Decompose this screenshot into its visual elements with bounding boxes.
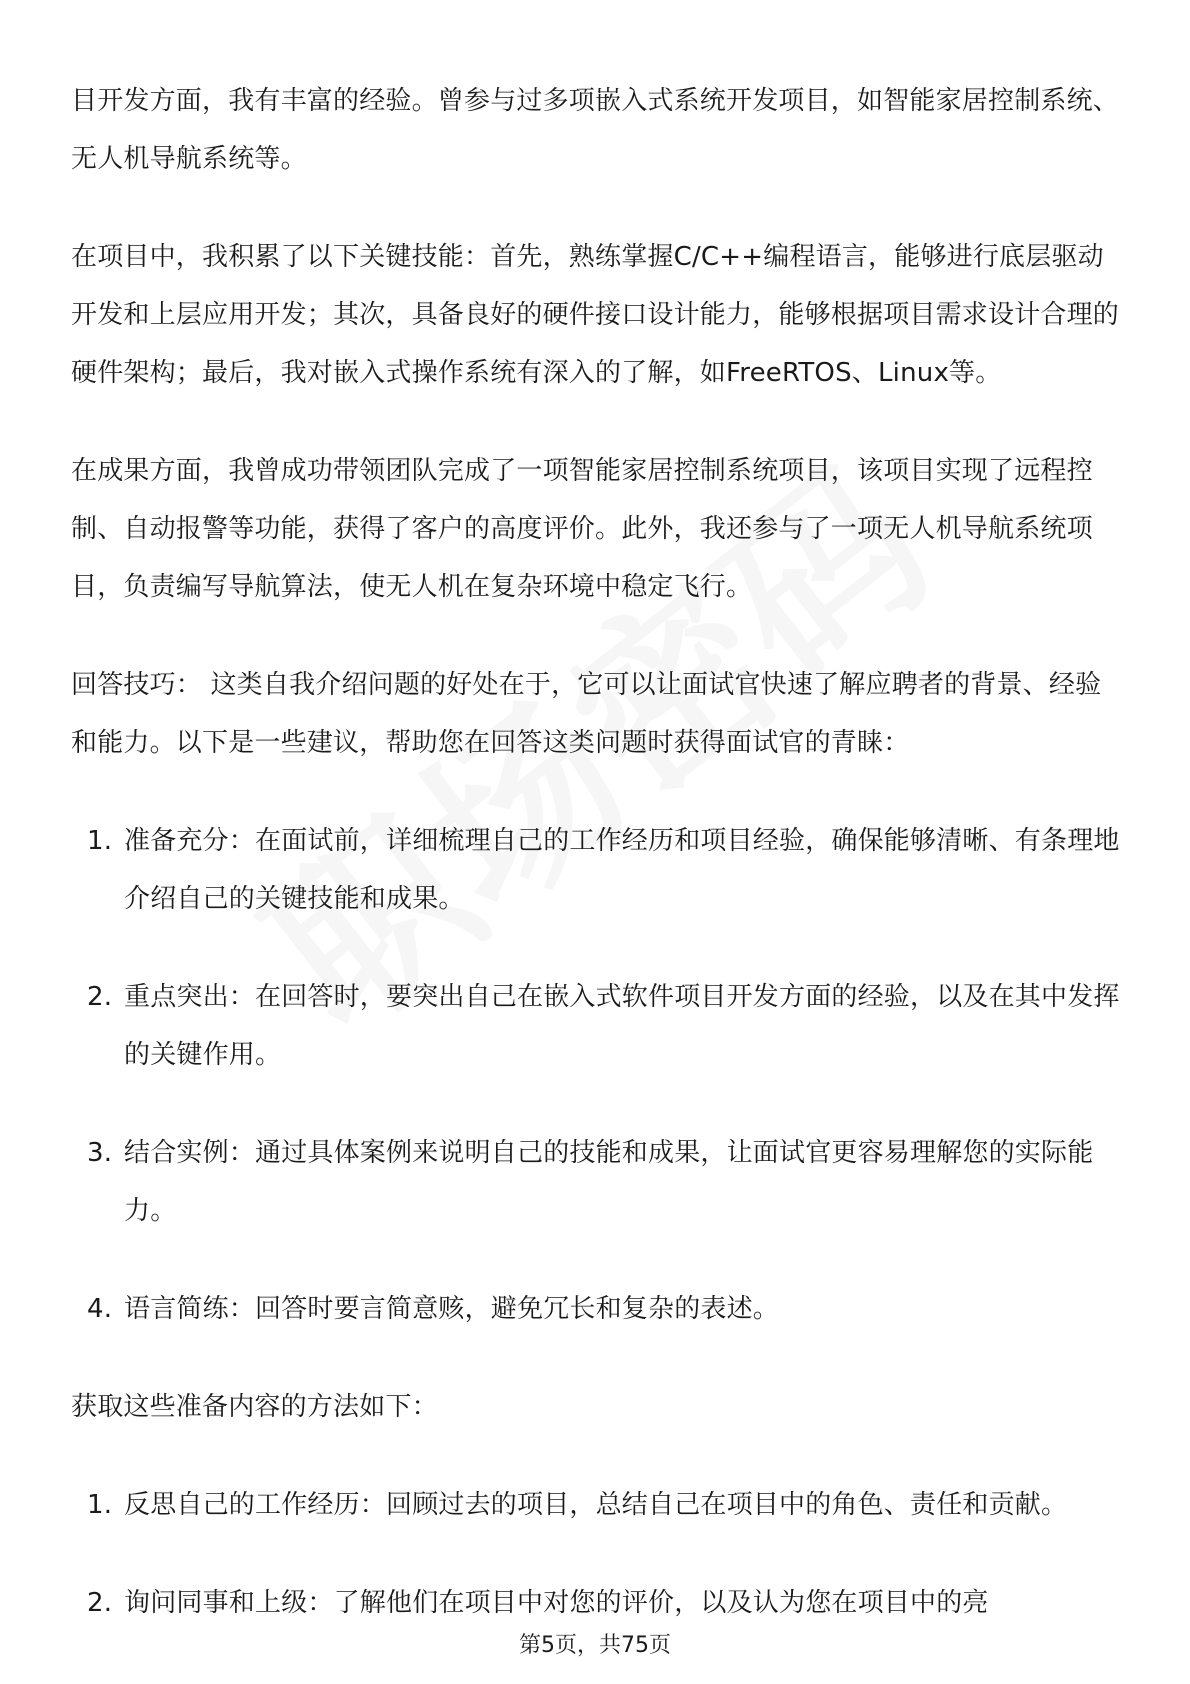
list-item-text: 语言简练：回答时要言简意赅，避免冗长和复杂的表述。 [124, 1294, 780, 1324]
document-body [71, 72, 1121, 1672]
list-item-text: 反思自己的工作经历：回顾过去的项目，总结自己在项目中的角色、责任和贡献。 [124, 1490, 1068, 1520]
list-item-text: 结合实例：通过具体案例来说明自己的技能和成果，让面试官更容易理解您的实际能力。 [124, 1138, 1094, 1226]
list-item-number: 1. [87, 1490, 113, 1520]
list-item [71, 1476, 1121, 1534]
list-item [71, 1574, 1121, 1632]
list-item [71, 812, 1121, 928]
method-list [71, 1476, 1121, 1632]
paragraph-skills: 在项目中，我积累了以下关键技能：首先，熟练掌握C/C++编程语言，能够进行底层驱动开发和上层应用开发；其次，具备良好的硬件接口设计能力，能够根据项目需求设计合理的硬件架构；最后，我对嵌入式操作系统有深入的了解，如FreeRTOS、Linux等。 [71, 242, 1120, 388]
paragraph-achievements: 在成果方面，我曾成功带领团队完成了一项智能家居控制系统项目，该项目实现了远程控制、自动报警等功能，获得了客户的高度评价。此外，我还参与了一项无人机导航系统项目，负责编写导航算法，使无人机在复杂环境中稳定飞行。 [71, 456, 1093, 602]
list-item-number: 4. [87, 1294, 113, 1324]
paragraph-method-intro: 获取这些准备内容的方法如下： [71, 1392, 438, 1422]
list-item-number: 2. [87, 1588, 113, 1618]
list-item [71, 1124, 1121, 1240]
list-item-text: 询问同事和上级：了解他们在项目中对您的评价，以及认为您在项目中的亮 [124, 1588, 989, 1618]
paragraph-experience: 目开发方面，我有丰富的经验。曾参与过多项嵌入式系统开发项目，如智能家居控制系统、无人机导航系统等。 [71, 86, 1120, 174]
list-item [71, 968, 1121, 1084]
paragraph-answer-tips: 回答技巧： 这类自我介绍问题的好处在于，它可以让面试官快速了解应聘者的背景、经验和能力。以下是一些建议，帮助您在回答这类问题时获得面试官的青睐： [71, 670, 1102, 758]
list-item-text: 重点突出：在回答时，要突出自己在嵌入式软件项目开发方面的经验，以及在其中发挥的关键作用。 [124, 982, 1120, 1070]
page-number-footer: 第5页，共75页 [519, 1633, 671, 1658]
list-item-number: 2. [87, 982, 113, 1012]
list-item [71, 1280, 1121, 1338]
list-item-number: 1. [87, 826, 113, 856]
list-item-text: 准备充分：在面试前，详细梳理自己的工作经历和项目经验，确保能够清晰、有条理地介绍自己的关键技能和成果。 [124, 826, 1120, 914]
list-item-number: 3. [87, 1138, 113, 1168]
tips-list [71, 812, 1121, 1338]
